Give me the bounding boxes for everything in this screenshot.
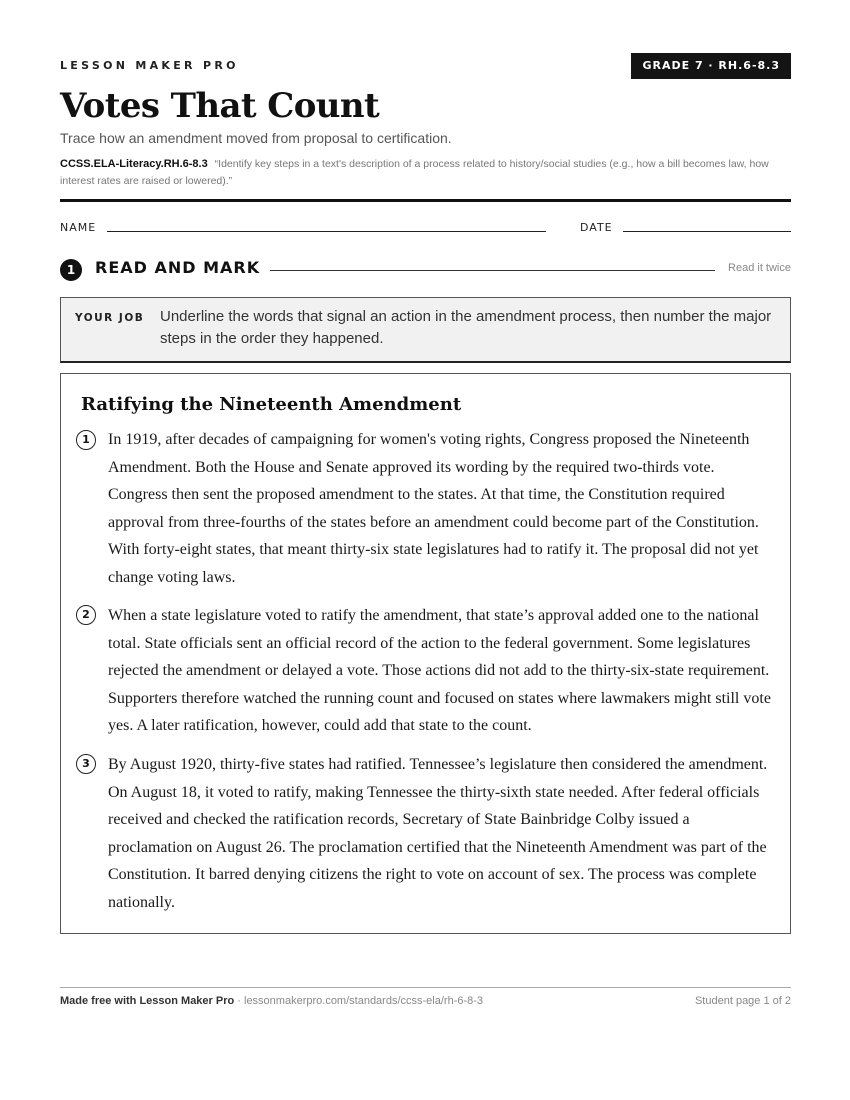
footer-made-with: Made free with Lesson Maker Pro — [60, 995, 235, 1007]
paragraph-number: 2 — [76, 605, 96, 625]
section-rule — [270, 270, 715, 271]
page-subtitle: Trace how an amendment moved from proposal to certification. — [60, 130, 452, 146]
your-job-label: YOUR JOB — [75, 312, 145, 324]
page-title: Votes That Count — [60, 86, 380, 126]
name-field[interactable] — [107, 231, 546, 232]
footer-credit — [60, 995, 483, 1007]
standard-code: CCSS.ELA-Literacy.RH.6-8.3 — [60, 158, 208, 170]
reading-passage — [60, 373, 791, 934]
date-field[interactable] — [623, 231, 791, 232]
passage-paragraph: When a state legislature voted to ratify the amendment, that state’s approval added one to the national total. State officials sent an official record of the action to the federal government. Some legislatures rejected the amendment or delayed a vote. Those actions did not add to the thirty-six-state requirement. Supporters therefore watched the running count and focused on states where lawmakers might still vote yes. A later ratification, however, could add that state to the count. — [108, 607, 771, 735]
grade-badge: GRADE 7 · RH.6-8.3 — [631, 53, 791, 79]
page-indicator: Student page 1 of 2 — [694, 995, 791, 1007]
section-note: Read it twice — [728, 262, 791, 274]
footer-url[interactable]: lessonmakerpro.com/standards/ccss-ela/rh-6-8-3 — [244, 995, 484, 1007]
date-label: DATE — [580, 221, 613, 234]
section-title: READ AND MARK — [95, 258, 261, 277]
standard-description — [60, 156, 791, 190]
footer-divider — [60, 987, 791, 988]
section-number-badge: 1 — [60, 259, 82, 281]
passage-title: Ratifying the Nineteenth Amendment — [81, 394, 462, 415]
your-job-instructions: Underline the words that signal an action in the amendment process, then number the major steps in the order they happened. — [160, 308, 772, 347]
standard-text: “Identify key steps in a text's description of a process related to history/social studies (e.g., how a bill becomes law, how interest rates are raised or lowered).” — [60, 158, 769, 187]
name-label: NAME — [60, 221, 97, 234]
paragraph-number: 3 — [76, 754, 96, 774]
footer-separator: · — [234, 995, 244, 1007]
brand-name: LESSON MAKER PRO — [60, 59, 239, 72]
paragraph-number: 1 — [76, 430, 96, 450]
header-divider — [60, 199, 791, 202]
passage-paragraph: By August 1920, thirty-five states had ratified. Tennessee’s legislature then considered the amendment. On August 18, it voted to ratify, making Tennessee the thirty-sixth state needed. After federal officials received and checked the ratification records, Secretary of State Bainbridge Colby issued a proclamation on August 26. The proclamation certified that the Nineteenth Amendment was part of the Constitution. It barred denying citizens the right to vote on account of sex. The process was complete nationally. — [108, 756, 768, 911]
your-job-box — [60, 297, 791, 363]
passage-paragraph: In 1919, after decades of campaigning for women's voting rights, Congress proposed the Nineteenth Amendment. Both the House and Senate approved its wording by the required two-thirds vote. Congress then sent the proposed amendment to the states. At that time, the Constitution required approval from three-fourths of the states before an amendment could become part of the Constitution. With forty-eight states, that meant thirty-six state legislatures had to ratify it. The proposal did not yet change voting laws. — [108, 431, 759, 586]
